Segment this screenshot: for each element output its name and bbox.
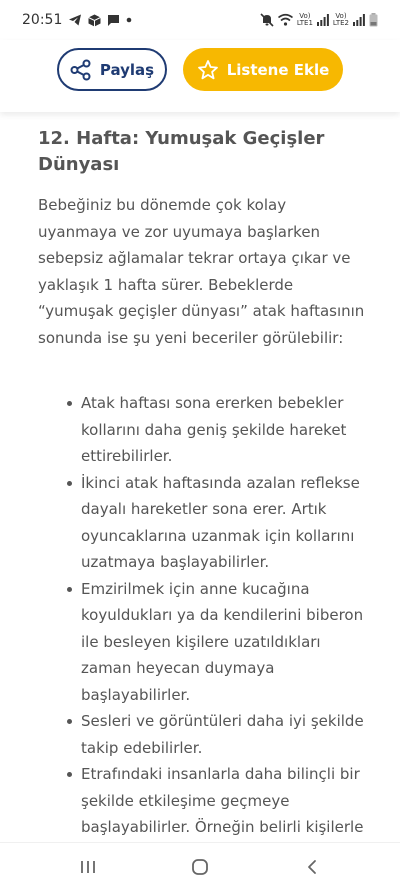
list-item: Etrafındaki insanlarla daha bilinçli bir şekilde etkileşime geçmeye başlayabilirler. Örneğin belirli kişilerle [66, 761, 366, 867]
sim2-label-bottom: LTE2 [332, 19, 349, 27]
list-item: İkinci atak haftasında azalan reflekse dayalı hareketler sona erer. Artık oyuncaklarına uzanmak için kollarını uzatmaya başlayabilirler. [66, 470, 366, 576]
status-right [260, 13, 378, 27]
article-paragraph: Bebeğiniz bu dönemde çok kolay uyanmaya ve zor uyumaya başlarken sebepsiz ağlamalar tekrar ortaya çıkar ve yaklaşık 1 hafta sürer. Bebeklerde “yumuşak geçişler dünyası” atak haftasının sonunda ise şu yeni beceriler görülebilir: [38, 196, 365, 347]
list-item: Emzirilmek için anne kucağına koyuldukları ya da kendilerini biberon ile besleyen kişilere uzatıldıkları zaman heyecan duymaya başlayabilirler. [66, 576, 366, 709]
status-bar [0, 0, 400, 40]
article-heading: 12. Hafta: Yumuşak Geçişler Dünyası [38, 128, 325, 175]
battery-icon [369, 13, 378, 27]
dot-icon [126, 17, 132, 23]
add-to-list-button[interactable] [183, 48, 343, 91]
recent-apps-icon[interactable] [74, 853, 102, 881]
star-icon [197, 59, 219, 81]
status-time: 20:51 [22, 12, 63, 28]
skills-list [66, 390, 366, 867]
mute-icon [260, 13, 274, 27]
action-bar [0, 40, 400, 112]
add-to-list-label: Listene Ekle [226, 60, 330, 79]
status-left [22, 12, 132, 28]
system-nav-bar [0, 842, 400, 889]
signal-icon [317, 14, 329, 26]
wifi-icon [278, 14, 293, 26]
signal-icon [353, 14, 365, 26]
home-icon[interactable] [186, 853, 214, 881]
list-item: Sesleri ve görüntüleri daha iyi şekilde takip edebilirler. [66, 708, 366, 761]
share-button[interactable] [57, 48, 167, 91]
article-content[interactable] [0, 112, 400, 842]
list-item: Atak haftası sona ererken bebekler kollarını daha geniş şekilde hareket ettirebilirler. [66, 390, 366, 470]
sim1-label [297, 13, 313, 27]
back-icon[interactable] [298, 853, 326, 881]
chat-icon [107, 14, 120, 27]
sim1-label-top: Vo) [299, 12, 311, 20]
box-icon [88, 14, 101, 27]
sim2-label [333, 13, 349, 27]
share-button-label: Paylaş [99, 60, 155, 79]
telegram-icon [68, 14, 82, 26]
share-icon [70, 59, 92, 81]
sim1-label-bottom: LTE1 [296, 19, 313, 27]
sim2-label-top: Vo) [335, 12, 347, 20]
